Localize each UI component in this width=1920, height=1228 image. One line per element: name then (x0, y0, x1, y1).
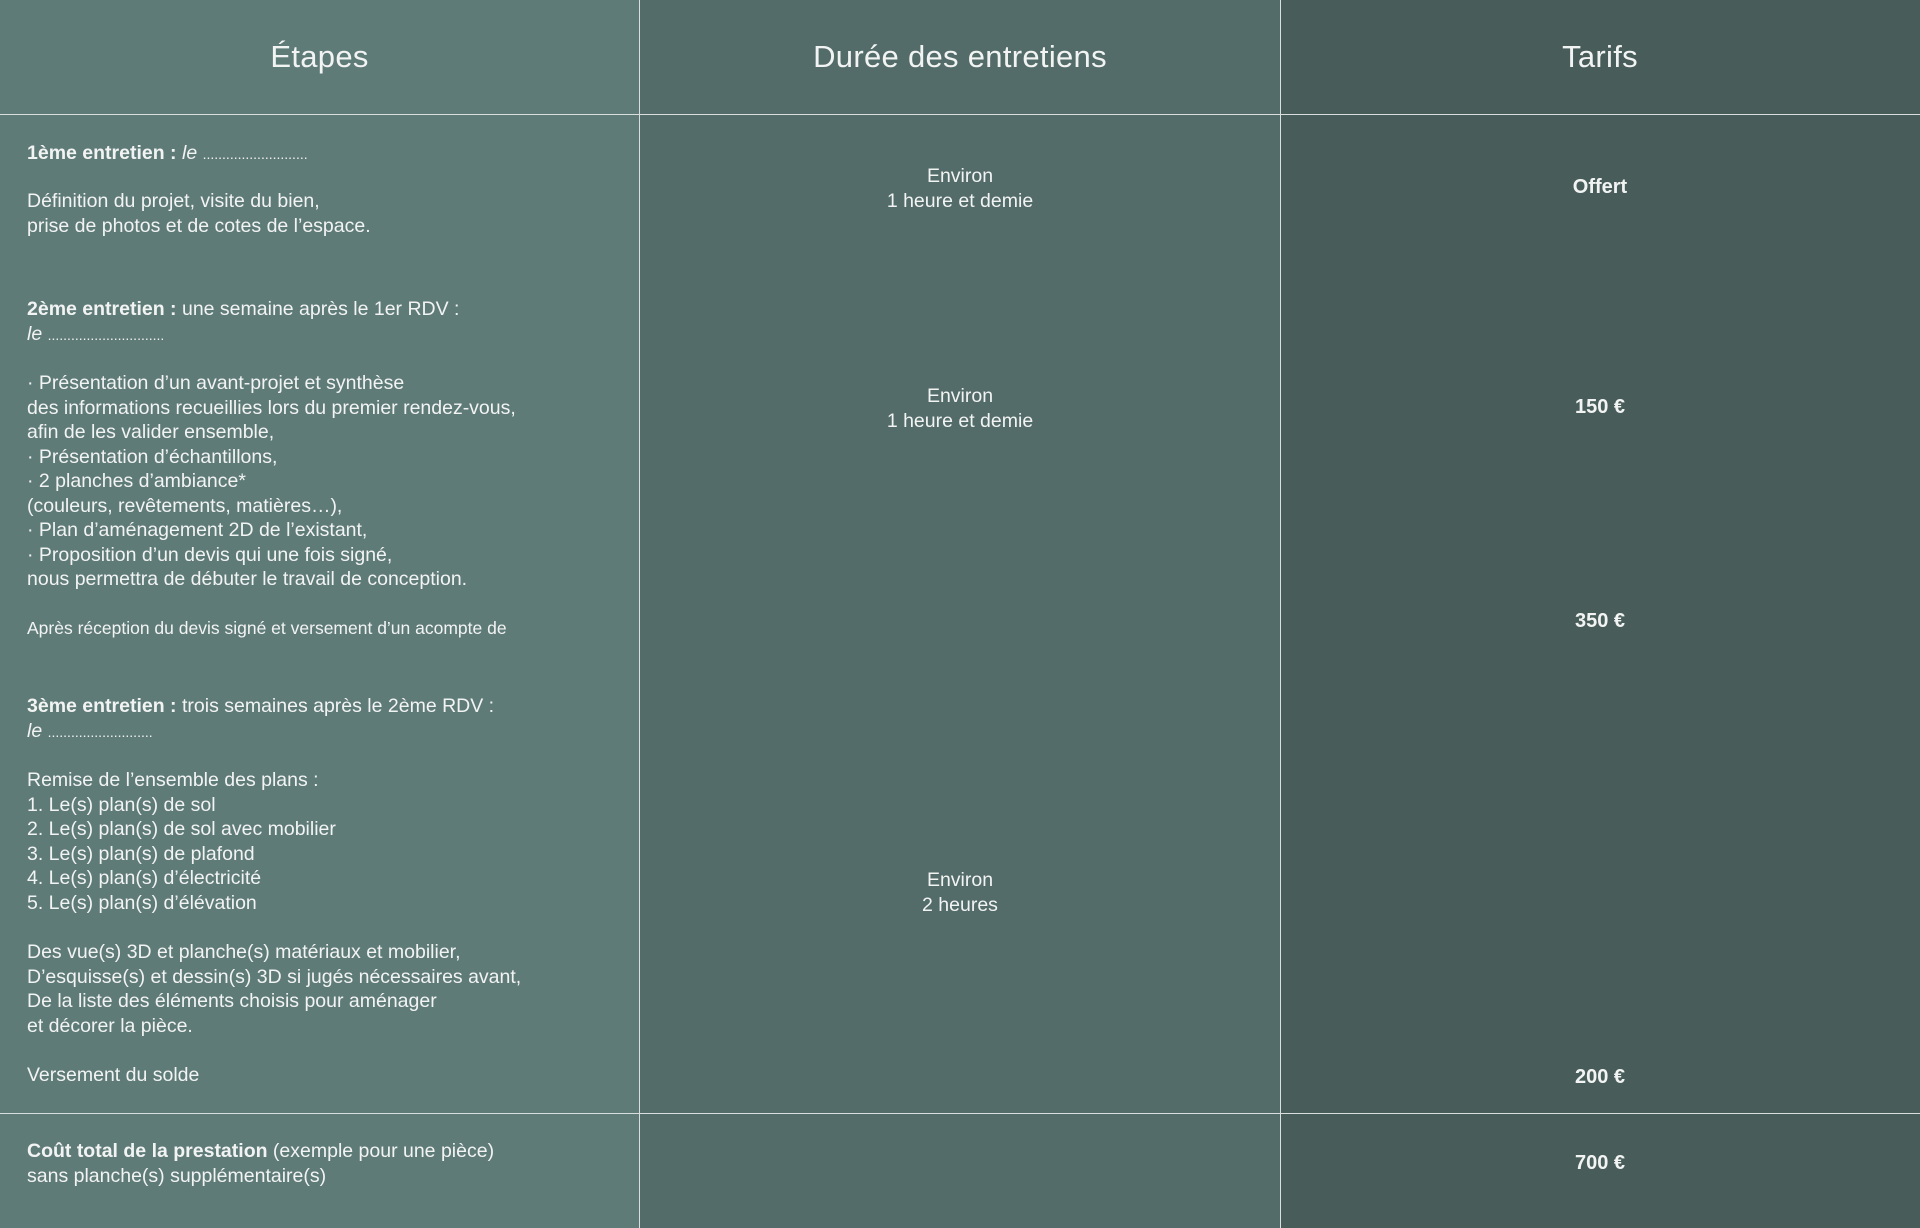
total-line2: sans planche(s) supplémentaire(s) (27, 1165, 327, 1187)
step3-desc2-line: Des vue(s) 3D et planche(s) matériaux et mobilier, (27, 941, 461, 963)
step3-description (27, 940, 521, 1038)
step2-deposit-note: Après réception du devis signé et versement d’un acompte de (27, 618, 507, 638)
step2-title: 2ème entretien : (27, 298, 177, 320)
step3-date-dots: ........................... (47, 724, 153, 740)
step2-description (27, 371, 516, 592)
step2-desc-line: · Plan d’aménagement 2D de l’existant, (27, 519, 368, 541)
step1-desc-line: prise de photos et de cotes de l’espace. (27, 214, 371, 237)
step2-subtitle: une semaine après le 1er RDV : (176, 298, 460, 320)
header-tarifs: Tarifs (1562, 39, 1638, 74)
step2-desc-line: · Présentation d’échantillons, (27, 445, 278, 468)
step3-date (27, 719, 153, 745)
header-divider (0, 114, 1920, 115)
total-divider (0, 1113, 1920, 1114)
step3-desc-line: 4. Le(s) plan(s) d’électricité (27, 867, 262, 889)
step1-duration-line: 1 heure et demie (886, 189, 1034, 212)
step2-date-label: le (27, 323, 48, 345)
header-etapes: Étapes (270, 39, 369, 74)
step1-date-label: le (181, 142, 203, 164)
step3-desc-line: 2. Le(s) plan(s) de sol avec mobilier (27, 818, 336, 840)
step2-desc-line: (couleurs, revêtements, matières…), (27, 494, 343, 517)
step2-desc-line: nous permettra de débuter le travail de conception. (27, 568, 468, 590)
step1-duration-line: Environ (926, 165, 994, 187)
step1-duration (640, 164, 1280, 213)
step2-desc-line: · Proposition d’un devis qui une fois signé, (27, 543, 393, 566)
header-duree: Durée des entretiens (813, 39, 1107, 74)
step3-subtitle: trois semaines après le 2ème RDV : (176, 695, 495, 717)
step2-deposit-price: 350 € (1574, 610, 1626, 632)
step3-heading (27, 694, 494, 719)
step3-title: 3ème entretien : (27, 695, 177, 717)
total-heading (27, 1139, 494, 1164)
step3-desc2-line: D’esquisse(s) et dessin(s) 3D si jugés nécessaires avant, (27, 965, 522, 988)
step2-desc-line: · Présentation d’un avant-projet et synthèse (27, 372, 405, 394)
column-etapes-bg (0, 0, 639, 1228)
step2-duration-line: 1 heure et demie (886, 409, 1034, 432)
step1-price: Offert (1572, 176, 1628, 198)
step2-date-dots: .............................. (47, 327, 165, 343)
step3-plans-list (27, 768, 336, 915)
step3-duration-line: 2 heures (922, 893, 998, 916)
step3-price: 200 € (1574, 1066, 1626, 1088)
step1-desc-line: Définition du projet, visite du bien, (27, 190, 320, 212)
step1-title: 1ème entretien : (27, 142, 177, 164)
step3-desc2-line: De la liste des éléments choisis pour aménager (27, 990, 437, 1012)
total-title: Coût total de la prestation (27, 1140, 268, 1162)
step1-description (27, 189, 371, 238)
total-price: 700 € (1574, 1152, 1626, 1174)
step3-desc2-line: et décorer la pièce. (27, 1014, 193, 1037)
step3-duration-line: Environ (926, 869, 994, 891)
step2-desc-line: · 2 planches d’ambiance* (27, 470, 246, 492)
step2-duration (640, 384, 1280, 433)
step1-heading (27, 141, 308, 167)
step3-desc-line: 5. Le(s) plan(s) d’élévation (27, 891, 257, 914)
step3-date-label: le (27, 720, 48, 742)
step1-date-dots: ........................... (202, 146, 308, 162)
step2-price: 150 € (1574, 396, 1626, 418)
step2-heading (27, 297, 459, 322)
step2-duration-line: Environ (926, 385, 994, 407)
step3-desc-line: 3. Le(s) plan(s) de plafond (27, 842, 255, 865)
step2-date (27, 322, 164, 348)
step2-desc-line: afin de les valider ensemble, (27, 421, 275, 443)
step3-desc-line: Remise de l’ensemble des plans : (27, 769, 319, 791)
step3-desc-line: 1. Le(s) plan(s) de sol (27, 793, 216, 816)
step3-balance-note: Versement du solde (27, 1064, 200, 1086)
step2-desc-line: des informations recueillies lors du premier rendez-vous, (27, 396, 516, 419)
step3-duration (640, 868, 1280, 917)
total-subtitle: (exemple pour une pièce) (267, 1140, 495, 1162)
